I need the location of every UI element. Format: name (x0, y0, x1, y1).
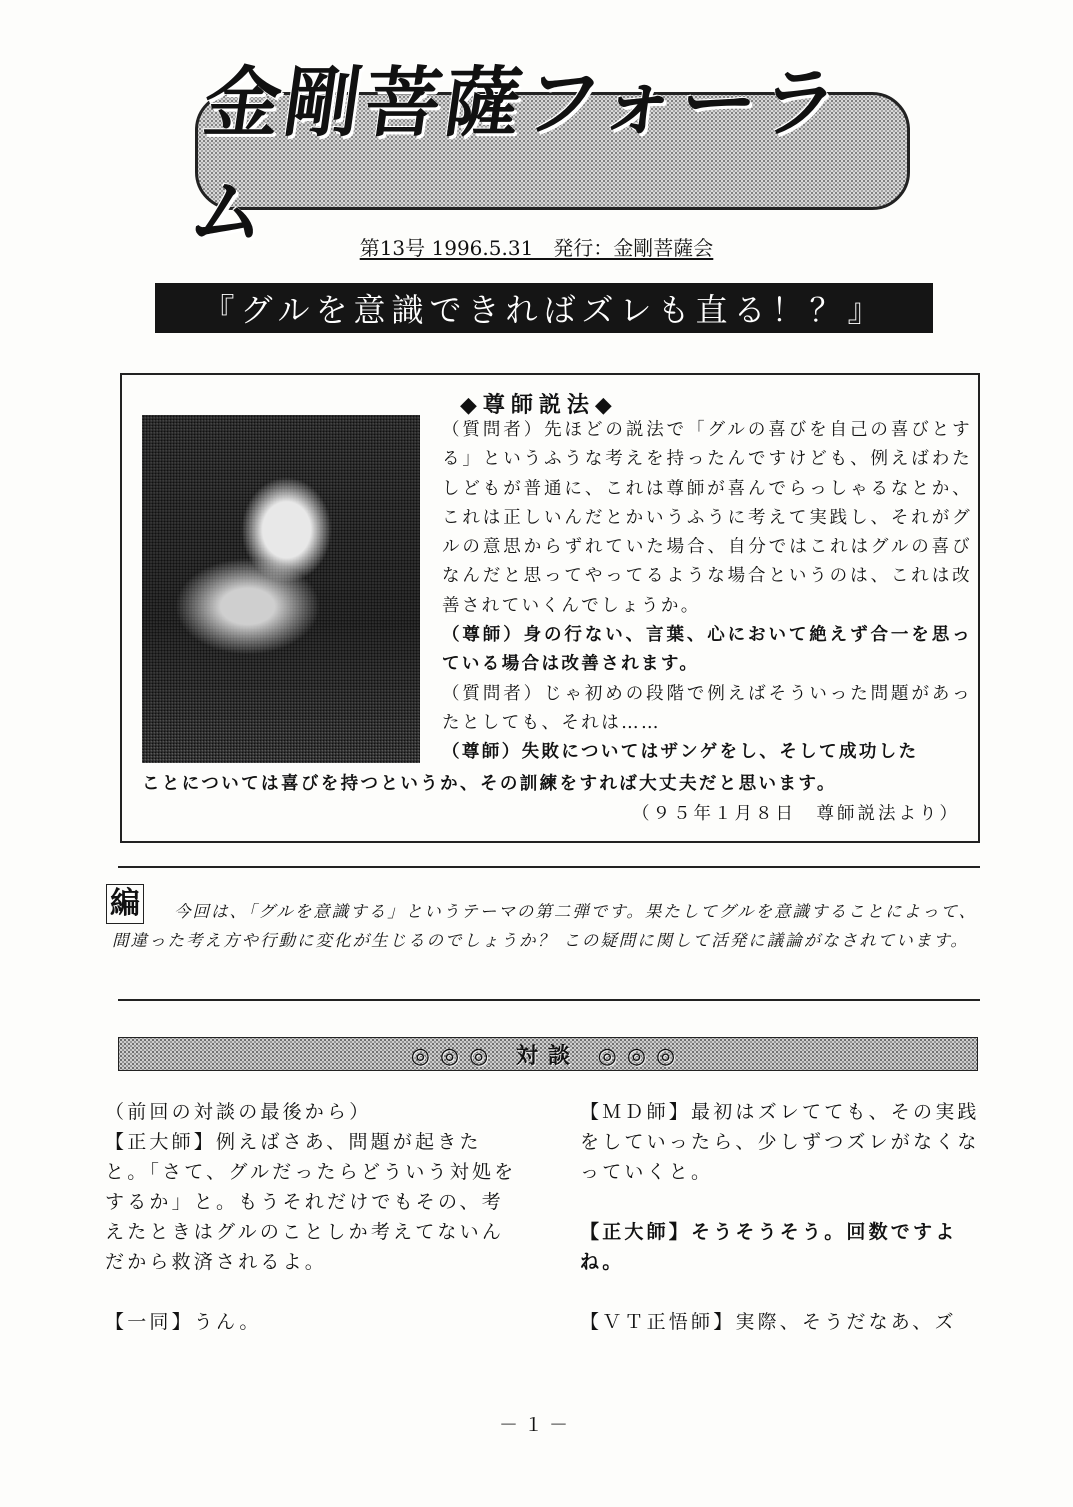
dialogue-left-column (105, 1097, 525, 1367)
sermon-source: （９５年１月８日 尊師説法より） (632, 804, 960, 824)
sermon-last-line: ことについては喜びを持つというか、その訓練をすれば大丈夫だと思います。 (142, 774, 837, 794)
headline: 『グルを意識できればズレも直る！？』 (155, 283, 933, 333)
sermon-text (442, 416, 972, 768)
issue-line (0, 232, 1073, 261)
dialogue-paragraph: （前回の対談の最後から） 【正大師】例えばさあ、問題が起きたと。「さて、グルだったらどういう対処をするか」と。もうそれだけでもその、考えたときはグルのことしか考えてないんだから救済されるよ。 (105, 1101, 517, 1273)
dialogue-paragraph: 【正大師】そうそうそう。回数ですよね。 (580, 1221, 958, 1273)
divider (118, 999, 980, 1001)
dialogue-paragraph: 【ＶＴ正悟師】実際、そうだなあ、ズ (580, 1311, 957, 1333)
page-number: －１－ (498, 1414, 574, 1436)
dialogue-paragraph: 【一同】うん。 (105, 1311, 262, 1333)
editor-note: 今回は、「グルを意識する」というテーマの第二弾です。果たしてグルを意識することによって、間違った考え方や行動に変化が生じるのでしょうか？ この疑問に関して活発に議論がなされています。 (112, 902, 978, 950)
issue-info: 第13号 1996.5.31 発行：金剛菩薩会 (359, 236, 714, 260)
sermon-paragraph: （質問者）先ほどの説法で「グルの喜びを自己の喜びとする」というふうな考えを持ったんですけども、例えばわたしどもが普通に、これは尊師が喜んでらっしゃるなとか、これは正しいんだとかいうふうに考えて実践し、それがグルの意思からずれていた場合、自分ではこれはグルの喜びなんだと思ってやってるような場合というのは、これは改善されていくんでしょうか。 (442, 420, 972, 616)
sermon-paragraph: （尊師）身の行ない、言葉、心において絶えず合一を思っている場合は改善されます。 (442, 625, 972, 675)
sermon-paragraph: （尊師）失敗についてはザンゲをし、そして成功した (442, 742, 919, 763)
sermon-paragraph: （質問者）じゃ初めの段階で例えばそういった問題があったとしても、それは…… (442, 683, 972, 733)
masthead-title: 金剛菩薩フォーラム (183, 58, 848, 256)
guru-photo (142, 415, 420, 763)
divider (118, 866, 980, 868)
editor-mark: 編 (106, 884, 144, 924)
dialogue-right-column (580, 1097, 995, 1367)
sermon-heading: ◆尊師説法◆ (460, 393, 618, 418)
dialogue-paragraph: 【ＭＤ師】最初はズレてても、その実践をしていったら、少しずつズレがなくなっていくと。 (580, 1101, 980, 1183)
dialogue-banner: ◎◎◎ 対談 ◎◎◎ (118, 1037, 978, 1071)
